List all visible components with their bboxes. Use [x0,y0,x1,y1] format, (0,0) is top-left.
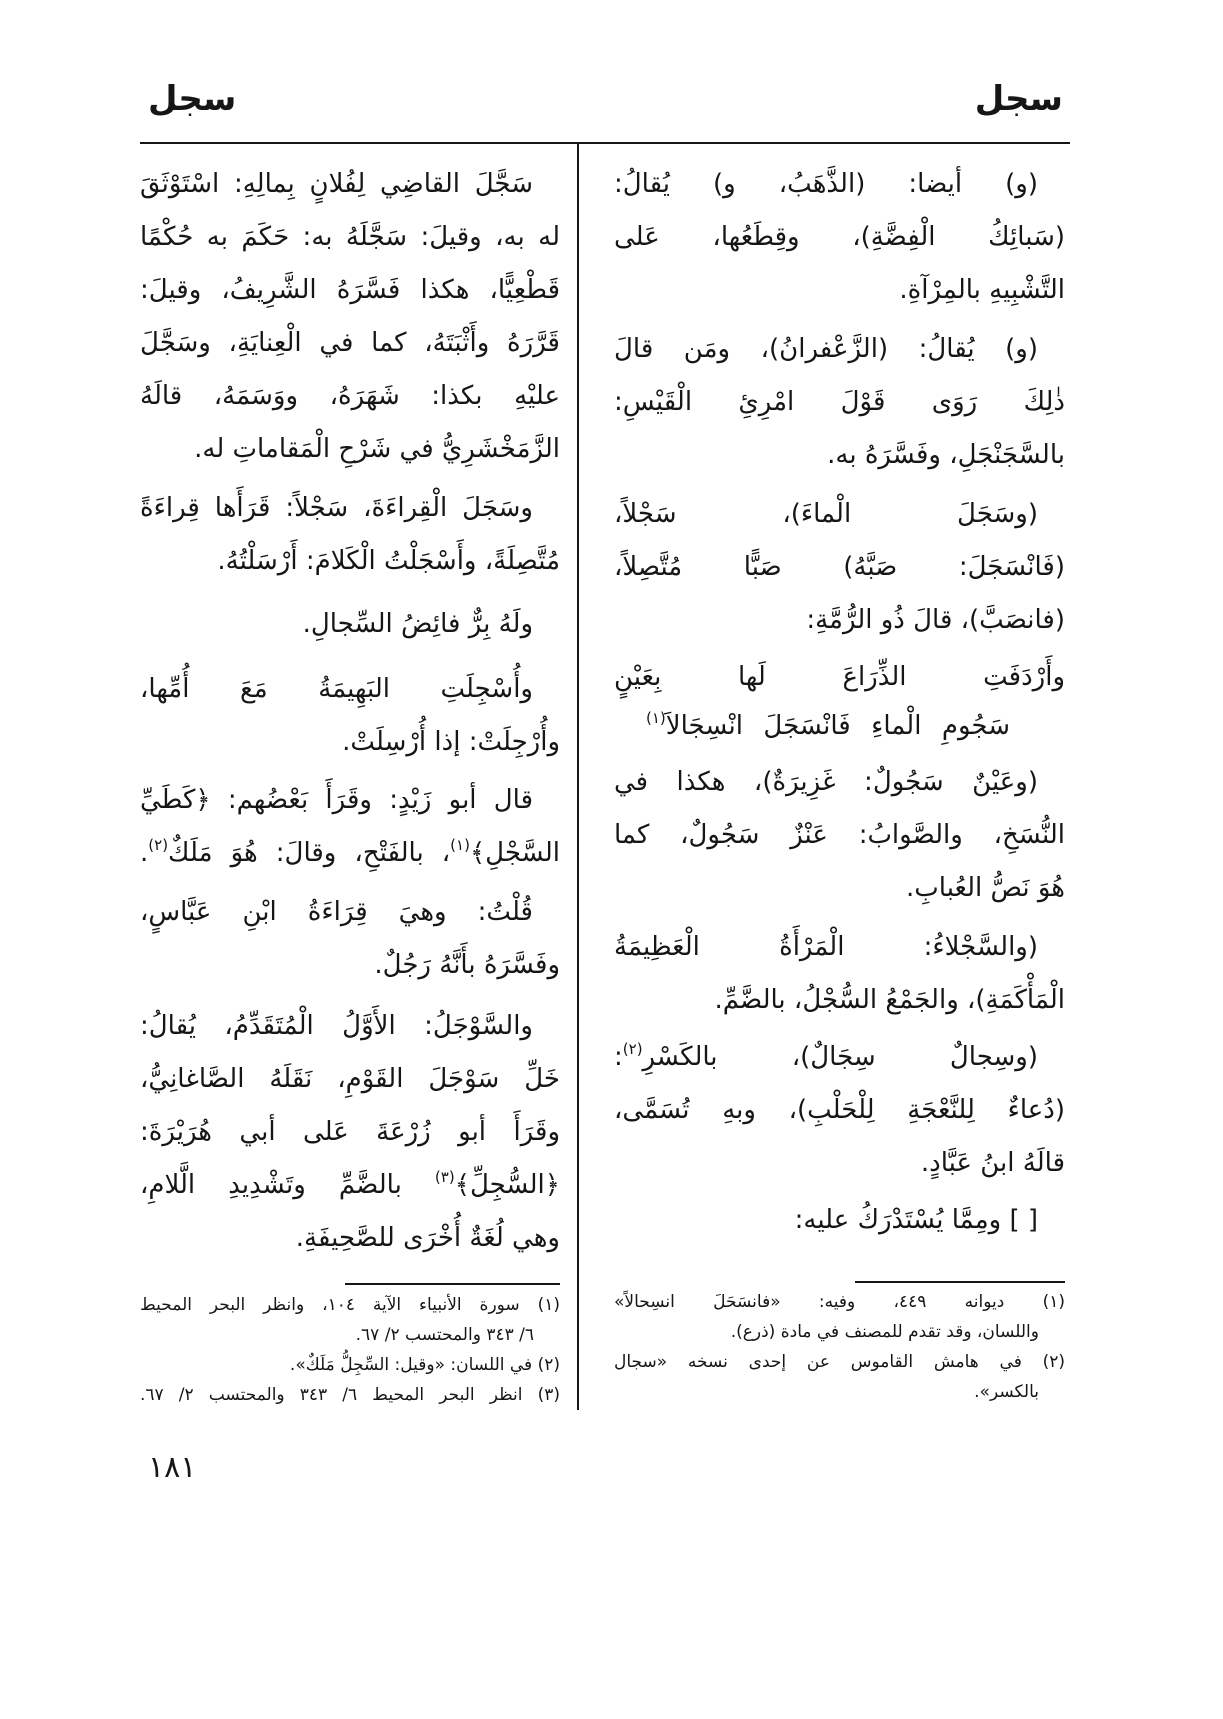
paragraph [140,1000,560,1265]
footnote-line: ٦/ ٣٤٣ والمحتسب ٢/ ٦٧. [355,1325,534,1345]
text-segment: ﴿السُّجِلِّ﴾ [454,1170,560,1200]
text-line: الْمَأْكَمَةِ)، والجَمْعُ السُّجْلُ، بالضَّمِّ. [714,985,1065,1015]
text-line: قَرَّرَهُ وأَثْبَتَهُ، كما في الْعِنايَةِ، وسَجَّلَ [140,328,560,358]
footnote-line: بالكسر». [974,1382,1039,1402]
text-line: (فانصَبَّ)، قالَ ذُو الرُّمَّةِ: [806,605,1065,635]
footnote-line: (٣) انظر البحر المحيط ٦/ ٣٤٣ والمحتسب ٢/ ٦٧. [140,1385,560,1405]
verse-first-hemistich: وأَرْدَفَتِ الذِّرَاعَ لَها بِعَيْنٍ [614,662,1065,692]
paragraph [614,158,1065,317]
text-line: خَلِّ سَوْجَلَ القَوْمِ، نَقَلَهُ الصَّاغانِيُّ، [140,1064,560,1094]
text-segment: بالضَّمِّ وتَشْدِيدِ الَّلامِ، [140,1170,435,1200]
text-line [140,1159,560,1212]
text-line: (و) أيضا: (الذَّهَبُ، و) يُقالُ: [614,169,1038,199]
paragraph [614,1031,1065,1190]
right-column [614,158,1065,1247]
paragraph [614,1194,1065,1247]
footnote-line: واللسان، وقد تقدم للمصنف في مادة (ذرع). [730,1322,1039,1342]
text-line: (و) يُقالُ: (الزَّعْفرانُ)، ومَن قالَ [614,334,1038,364]
text-line: (وسَجَلَ الْماءَ)، سَجْلاً، [614,499,1038,529]
text-line: قُلْتُ: وهيَ قِرَاءَةُ ابْنِ عَبَّاسٍ، [140,897,533,927]
footnote-rule-right [855,1281,1065,1283]
running-head-left: سجل [148,79,237,119]
running-head-right: سجل [974,79,1063,119]
footnote-marker: (٢) [622,1040,643,1058]
text-line: قالَهُ ابنُ عَبَّادٍ. [920,1148,1065,1178]
footnotes-left [140,1290,560,1410]
text-segment: . [140,838,149,868]
text-segment: (وسِجالٌ سِجَالٌ)، بالكَسْرِ [642,1042,1038,1072]
text-line: الزَّمَخْشَرِيُّ في شَرْحِ الْمَقاماتِ له. [194,434,560,464]
footnote-marker: (٢) [148,836,169,854]
footnote-line: (٢) في هامش القاموس عن إحدى نسخه «سجال [614,1352,1065,1372]
text-line: (سَبائِكُ الْفِضَّةِ)، وقِطَعُها، عَلى [614,222,1065,252]
text-line: ولَهُ بِرٌّ فائِضُ السِّجالِ. [302,609,533,639]
text-line: (فَانْسَجَلَ: صَبَّهُ) صَبًّا مُتَّصِلاً، [614,552,1065,582]
text-line: وفَسَّرَهُ بأَنَّهُ رَجُلٌ. [374,950,560,980]
left-column [140,158,560,1265]
text-line: قَطْعِيًّا، هكذا فَسَّرَهُ الشَّرِيفُ، وقيلَ: [140,275,560,305]
text-line: وأُسْجِلَتِ البَهِيمَةُ مَعَ أُمِّها، [140,674,533,704]
footnotes-right [614,1287,1065,1407]
text-line: سَجَّلَ القاضِي لِفُلانٍ بِمالِهِ: اسْتَوْثَقَ [140,169,533,199]
text-line: التَّشْبِيهِ بالمِرْآةِ. [899,275,1065,305]
text-line: (والسَّجْلاءُ: الْمَرْأَةُ الْعَظِيمَةُ [614,932,1038,962]
text-line: (دُعاءٌ لِلنَّعْجَةِ لِلْحَلْبِ)، وبهِ تُسَمَّى، [614,1095,1065,1125]
paragraph [140,158,560,476]
footnote-line: (٢) في اللسان: «وقيل: السِّجِلُّ مَلَكٌ». [289,1355,560,1375]
text-line: عليْهِ بكذا: شَهَرَهُ، ووَسَمَهُ، قالَهُ [140,381,560,411]
text-segment: ، بالفَتْحِ، وقالَ: هُوَ مَلَكٌ [168,838,451,868]
paragraph [140,886,560,992]
paragraph [614,488,1065,748]
text-line [140,827,560,880]
text-line: والسَّوْجَلُ: الأَوَّلُ الْمُتَقَدِّمُ، يُقالُ: [140,1011,533,1041]
footnote-line: (١) سورة الأنبياء الآية ١٠٤، وانظر البحر المحيط [140,1295,560,1315]
text-line [614,1031,1065,1084]
text-line: هُوَ نَصُّ العُبابِ. [906,873,1065,903]
verse-second-hemistich [614,704,1065,748]
paragraph [614,323,1065,482]
column-divider [577,143,579,1410]
text-line: وسَجَلَ الْقِراءَةَ، سَجْلاً: قَرَأَها قِراءَةً [140,493,533,523]
verse-text: سَجُومِ الْماءِ فَانْسَجَلَ انْسِجَالاَ [665,711,1010,741]
text-line: [ ] ومِمَّا يُسْتَدْرَكُ عليه: [794,1205,1038,1235]
text-line: مُتَّصِلَةً، وأَسْجَلْتُ الْكَلامَ: أَرْسَلْتُهُ. [217,546,560,576]
text-line: له به، وقيلَ: سَجَّلَهُ به: حَكَمَ به حُكْمًا [140,222,560,252]
text-line: ذٰلِكَ رَوَى قَوْلَ امْرِئِ الْقَيْسِ: [614,387,1065,417]
footnote-marker: (١) [450,836,470,854]
footnote-marker: (٣) [434,1168,455,1186]
text-line: قال أبو زَيْدٍ: وقَرَأَ بَعْضُهم: ﴿كَطَيِّ [140,785,533,815]
paragraph [614,921,1065,1027]
paragraph [614,756,1065,915]
text-segment: : [614,1042,623,1072]
paragraph [140,663,560,769]
footnote-marker: (١) [646,709,666,727]
paragraph [140,482,560,588]
text-line: النُّسَخِ، والصَّوابُ: عَنْزٌ سَجُولٌ، كما [614,820,1065,850]
footnote-line: (١) ديوانه ٤٤٩، وفيه: «فانسَحَلَ انسِحالاً» [614,1292,1066,1312]
footnote-rule-left [345,1283,560,1285]
text-line: وهي لُغَةٌ أُخْرَى للصَّحِيفَةِ. [295,1223,560,1253]
text-line: بالسَّجَنْجَلِ، وفَسَّرَهُ به. [827,440,1065,470]
paragraph [140,598,560,651]
header-rule [140,142,1070,144]
text-line: (وعَيْنٌ سَجُولٌ: غَزِيرَةٌ)، هكذا في [614,767,1038,797]
paragraph [140,774,560,880]
text-line: وقَرَأَ أبو زُرْعَةَ عَلى أبي هُرَيْرَةَ: [140,1117,560,1147]
text-line: وأُرْجِلَتْ: إذا أُرْسِلَتْ. [342,727,560,757]
text-segment: السَّجْلِ﴾ [469,838,560,868]
page-number: ١٨١ [148,1450,197,1485]
